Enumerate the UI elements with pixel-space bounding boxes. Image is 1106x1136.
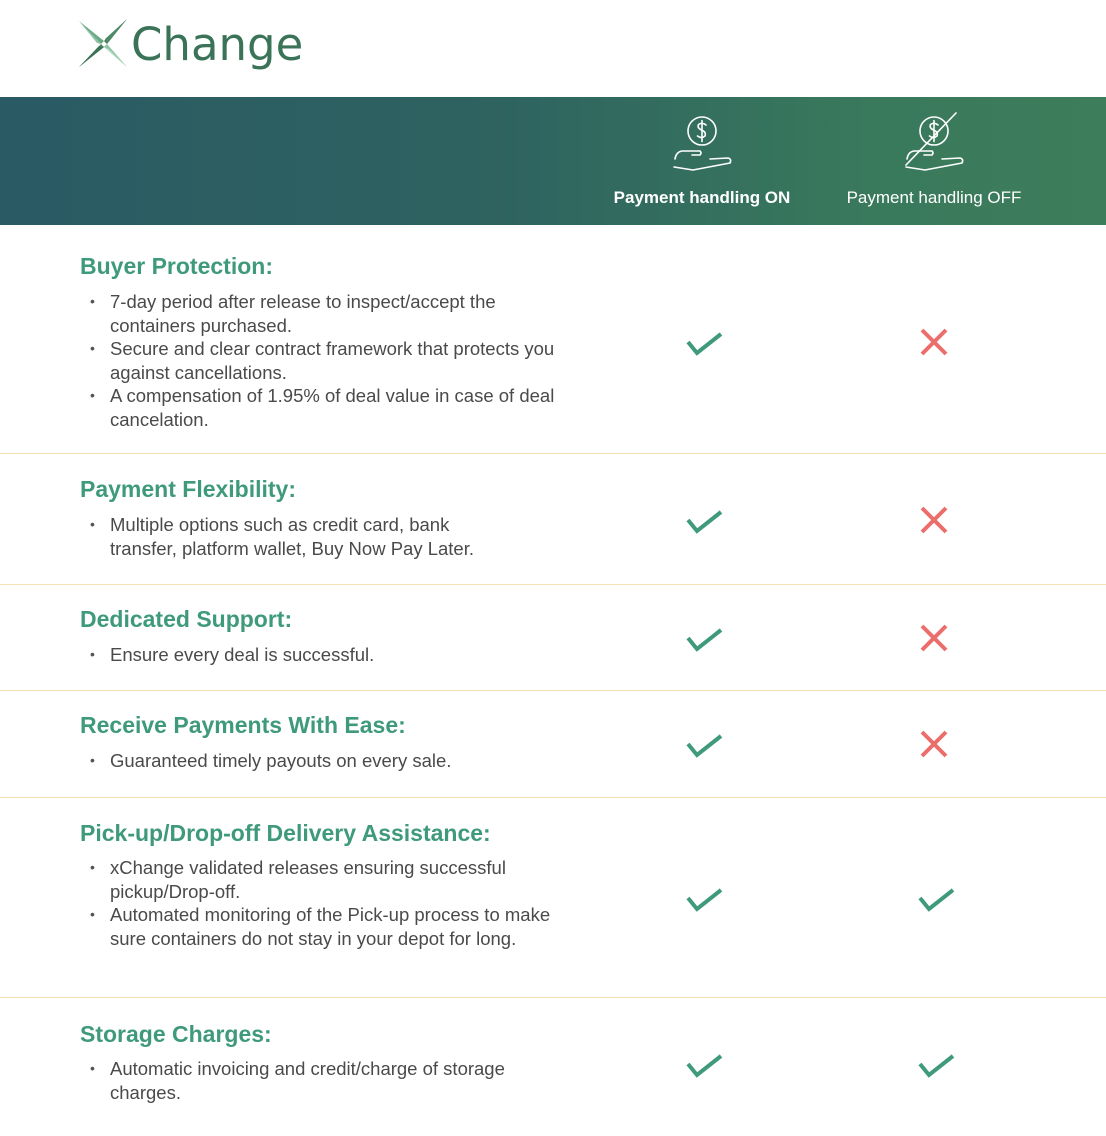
bullet-item: • Secure and clear contract framework that protects you against cancellations. (88, 337, 558, 384)
check-icon (684, 622, 724, 656)
feature-row-storage-charges (0, 998, 1106, 1136)
feature-row-receive-payments (0, 691, 1106, 798)
feature-bullets (88, 856, 558, 950)
bullet-item: • 7-day period after release to inspect/accept the containers purchased. (88, 290, 558, 337)
feature-bullets (88, 513, 558, 560)
bullet-item: • Automated monitoring of the Pick-up process to make sure containers do not stay in your depot for long. (88, 903, 555, 950)
feature-bullets (88, 290, 558, 431)
x-star-logo-icon (79, 19, 129, 69)
column-header-payment-off (822, 97, 1046, 225)
feature-bullets (88, 643, 558, 667)
feature-title: Receive Payments With Ease: (80, 712, 406, 738)
feature-title: Dedicated Support: (80, 606, 293, 632)
hand-dollar-icon (670, 111, 734, 173)
column-label-off: Payment handling OFF (846, 188, 1022, 207)
column-label-on: Payment handling ON (613, 188, 791, 207)
cross-icon (914, 622, 954, 656)
feature-row-dedicated-support (0, 585, 1106, 691)
check-icon (684, 882, 724, 916)
check-icon (916, 882, 956, 916)
feature-bullets (88, 1057, 558, 1104)
cross-icon (914, 504, 954, 538)
comparison-header (0, 97, 1106, 225)
feature-bullets (88, 749, 558, 773)
bullet-item: • Guaranteed timely payouts on every sale. (88, 749, 558, 773)
bullet-item: • A compensation of 1.95% of deal value in case of deal cancelation. (88, 384, 560, 431)
check-icon (684, 1048, 724, 1082)
bullet-item: • Multiple options such as credit card, bank transfer, platform wallet, Buy Now Pay Later. (88, 513, 510, 560)
check-icon (684, 326, 724, 360)
cross-icon (914, 728, 954, 762)
feature-title: Payment Flexibility: (80, 476, 297, 502)
bullet-item: • Ensure every deal is successful. (88, 643, 558, 667)
brand-logo (79, 14, 303, 74)
cross-icon (914, 326, 954, 360)
feature-row-buyer-protection (0, 225, 1106, 454)
feature-row-payment-flexibility (0, 454, 1106, 585)
bullet-item: • xChange validated releases ensuring successful pickup/Drop-off. (88, 856, 555, 903)
check-icon (684, 504, 724, 538)
feature-title: Buyer Protection: (80, 253, 273, 279)
hand-dollar-crossed-icon (902, 111, 966, 173)
bullet-item: • Automatic invoicing and credit/charge of storage charges. (88, 1057, 510, 1104)
feature-title: Pick-up/Drop-off Delivery Assistance: (80, 820, 491, 846)
column-header-payment-on (592, 97, 812, 225)
check-icon (684, 728, 724, 762)
brand-name: Change (131, 18, 304, 71)
feature-title: Storage Charges: (80, 1021, 272, 1047)
check-icon (916, 1048, 956, 1082)
feature-row-delivery-assistance (0, 798, 1106, 998)
